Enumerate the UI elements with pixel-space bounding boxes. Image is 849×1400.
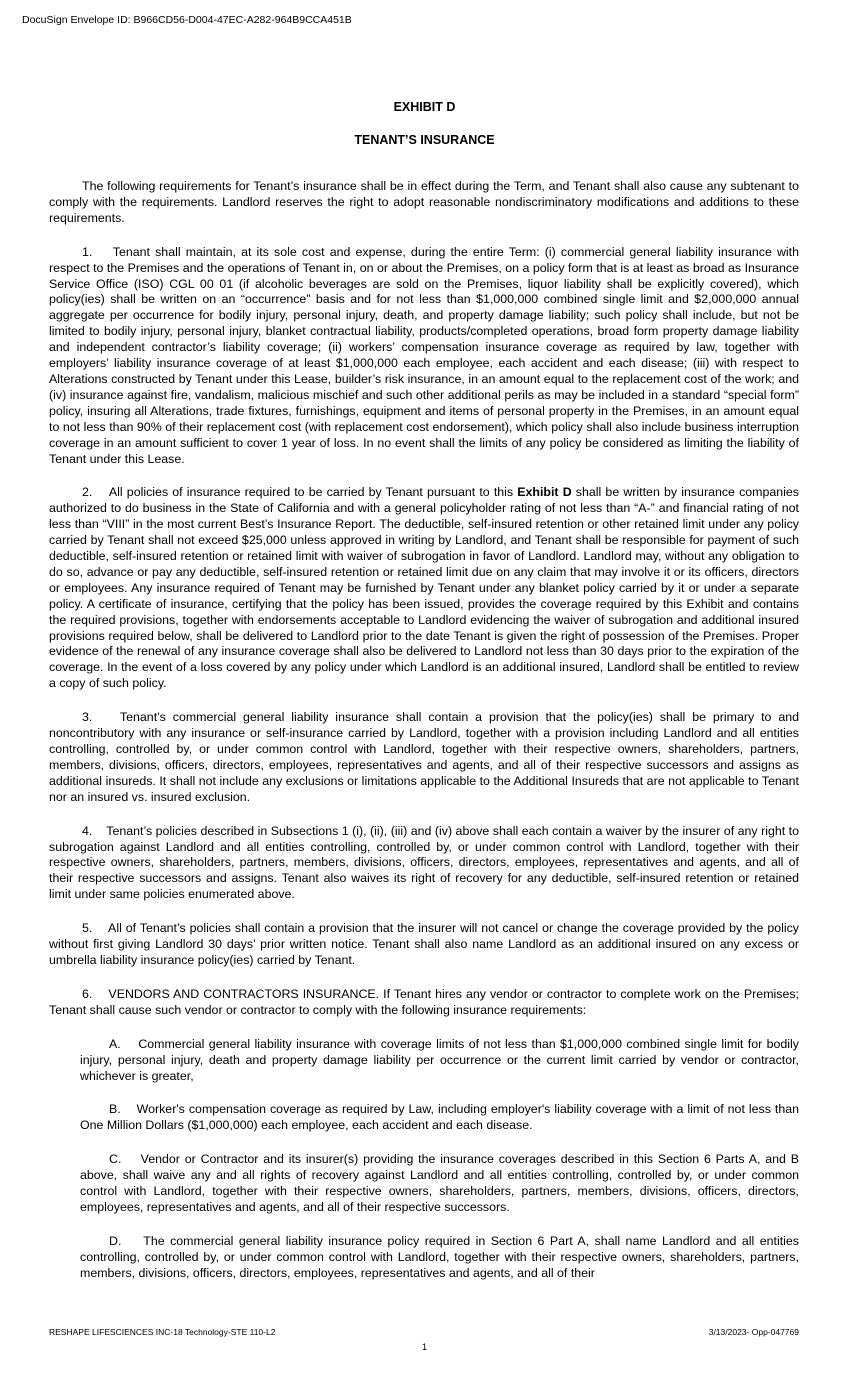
exhibit-title: EXHIBIT D (393, 100, 456, 114)
section-2-text-a: 2. All policies of insurance required to be carried by Tenant pursuant to this (82, 485, 518, 500)
section-6-c: C. Vendor or Contractor and its insurer(s) providing the insurance coverages described in this Section 6 Parts A, and B above, shall waive any and all rights of recovery against Landlord and all entities controlling, controlled by, or under common control with Landlord, together with their respective owners, shareholders, partners, members, divisions, officers, directors, employees, representatives and agents, and all of their respective successors. (80, 1152, 799, 1214)
section-5: 5. All of Tenant’s policies shall contain a provision that the insurer will not cancel or change the coverage provided by the policy without first giving Landlord 30 days’ prior written notice. Tenant shall also name Landlord as an additional insured on any excess or umbrella liability insurance policy(ies) carried by Tenant. (49, 921, 799, 967)
section-6-d: D. The commercial general liability insurance policy required in Section 6 Part A, shall name Landlord and all entities controlling, controlled by, or under common control with Landlord, together with their respective owners, shareholders, partners, members, divisions, officers, directors, employees, representatives and agents, and all of their (80, 1233, 799, 1280)
section-4: 4. Tenant’s policies described in Subsections 1 (i), (ii), (iii) and (iv) above shall each contain a waiver by the insurer of any right to subrogation against Landlord and all entities controlling, controlled by, or under common control with Landlord, together with their respective owners, shareholders, partners, members, divisions, officers, directors, employees, representatives and agents, and all of their respective successors and assigns. Tenant also waives its right of recovery for any deductible, self-insured retention or retained limit under same policies enumerated above. (49, 823, 799, 902)
page-number: 1 (421, 1342, 428, 1353)
footer-left: RESHAPE LIFESCIENCES INC-18 Technology-STE 110-L2 (49, 1327, 276, 1337)
section-1: 1. Tenant shall maintain, at its sole cost and expense, during the entire Term: (i) commercial general liability insurance with respect to the Premises and the operations of Tenant in, on or about the Premises, on a policy form that is at least as broad as Insurance Service Office (ISO) CGL 00 01 (if alcoholic beverages are sold on the Premises, liquor liability shall be explicitly covered), which policy(ies) shall be written on an “occurrence” basis and for not less than $1,000,000 combined single limit and $2,000,000 annual aggregate per occurrence for bodily injury, personal injury, death, and property damage liability; such policy shall include, but not be limited to bodily injury, personal injury, blanket contractual liability, products/completed operations, broad form property damage liability and independent contractor’s liability coverage; (ii) workers’ compensation insurance coverage as required by law, together with employers’ liability insurance coverage of at least $1,000,000 each employee, each accident and each disease; (iii) with respect to Alterations constructed by Tenant under this Lease, builder’s risk insurance, in an amount equal to the replacement cost of the work; and (iv) insurance against fire, vandalism, malicious mischief and such other additional perils as may be included in a standard “special form” policy, insuring all Alterations, trade fixtures, furnishings, equipment and items of personal property in the Premises, in an amount equal to not less than 90% of their replacement cost (with replacement cost endorsement), which policy shall also include business interruption coverage in an amount sufficient to cover 1 year of loss. In no event shall the limits of any policy be considered as limiting the liability of Tenant under this Lease. (49, 244, 799, 466)
section-6-a: A. Commercial general liability insurance with coverage limits of not less than $1,000,000 combined single limit for bodily injury, personal injury, death and property damage liability per occurrence or the current limit carried by vendor or contractor, whichever is greater, (80, 1036, 799, 1083)
docusign-envelope-id: DocuSign Envelope ID: B966CD56-D004-47EC-A282-964B9CCA451B (22, 14, 352, 26)
section-6: 6. VENDORS AND CONTRACTORS INSURANCE. If Tenant hires any vendor or contractor to complete work on the Premises; Tenant shall cause such vendor or contractor to comply with the following insurance requirements: (49, 986, 799, 1017)
section-2 (49, 485, 799, 692)
section-2-text-b: shall be written by insurance companies authorized to do business in the State of California and with a general policyholder rating of not less than “A-” and financial rating of not less than “VIII” in the most current Best’s Insurance Report. The deductible, self-insured retention or other retained limit under any policy carried by Tenant shall not exceed $25,000 unless approved in writing by Landlord, and Tenant shall be responsible for payment of such deductible, self-insured retention or retained limit with waiver of subrogation in favor of Landlord. Landlord may, without any obligation to do so, advance or pay any deductible, self-insured retention or retained limit due on any claim that may involve it or its officers, directors or employees. Any insurance required of Tenant may be furnished by Tenant under any blanket policy carried by it or under a separate policy. A certificate of insurance, certifying that the policy has been issued, provides the coverage required by this Exhibit and contains the required provisions, together with endorsements acceptable to Landlord evidencing the waiver of subrogation and additional insured provisions required below, shall be delivered to Landlord prior to the date Tenant is given the right of possession of the Premises. Proper evidence of the renewal of any insurance coverage shall also be delivered to Landlord not less than 30 days prior to the expiration of the coverage. In the event of a loss covered by any policy under which Landlord is an additional insured, Landlord shall be entitled to review a copy of such policy. (49, 485, 799, 691)
intro-paragraph: The following requirements for Tenant’s insurance shall be in effect during the Term, and Tenant shall also cause any subtenant to comply with the requirements. Landlord reserves the right to adopt reasonable nondiscriminatory modifications and additions to these requirements. (49, 179, 799, 225)
section-6-b: B. Worker's compensation coverage as required by Law, including employer's liability coverage with a limit of not less than One Million Dollars ($1,000,000) each employee, each accident and each disease. (80, 1102, 799, 1133)
exhibit-reference: Exhibit D (517, 485, 572, 500)
document-body (49, 179, 799, 1300)
footer-right: 3/13/2023- Opp-047769 (708, 1327, 799, 1337)
exhibit-subtitle: TENANT’S INSURANCE (354, 133, 495, 147)
section-3: 3. Tenant’s commercial general liability insurance shall contain a provision that the policy(ies) shall be primary to and noncontributory with any insurance or self-insurance carried by Landlord, together with a provision including Landlord and all entities controlling, controlled by, or under common control with Landlord, together with their respective owners, shareholders, partners, members, divisions, officers, directors, employees, representatives and agents, and all of their respective successors and assigns as additional insureds. It shall not include any exclusions or limitations applicable to the Additional Insureds that are not applicable to Tenant nor an insured vs. insured exclusion. (49, 710, 799, 804)
